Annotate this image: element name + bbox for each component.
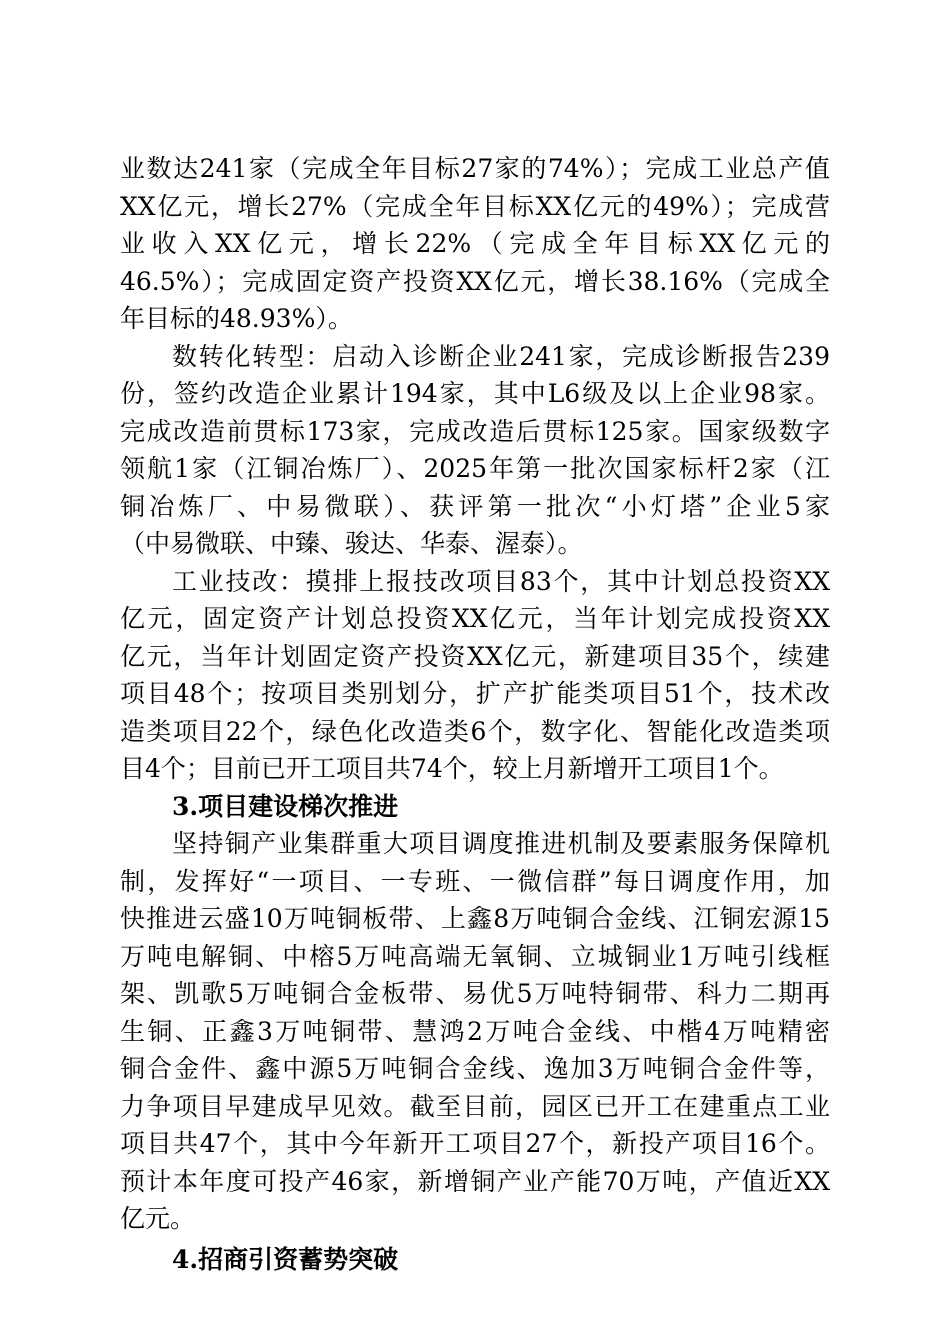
document-body	[120, 150, 830, 1278]
text-line: 铜冶炼厂、中易微联）、获评第一批次“小灯塔”企业5家	[120, 491, 830, 521]
text-line: 万吨电解铜、中榕5万吨高端无氧铜、立城铜业1万吨引线框	[120, 941, 830, 971]
text-line: 亿元，固定资产计划总投资XX亿元，当年计划完成投资XX	[120, 604, 830, 633]
text-line: 完成改造前贯标173家，完成改造后贯标125家。国家级数字	[120, 416, 830, 446]
text-line: 项目共47个，其中今年新开工项目27个，新投产项目16个。	[120, 1129, 830, 1158]
text-line: 亿元。	[120, 1204, 196, 1233]
paragraph-industry-output	[120, 150, 830, 338]
text-line: 业数达241家（完成全年目标27家的74%）；完成工业总产值	[120, 154, 830, 183]
text-line: 预计本年度可投产46家，新增铜产业产能70万吨，产值近XX	[120, 1166, 830, 1196]
text-line: 力争项目早建成早见效。截至目前，园区已开工在建重点工业	[120, 1091, 830, 1121]
paragraph-technical-upgrade	[120, 563, 830, 788]
text-line: 份，签约改造企业累计194家，其中L6级及以上企业98家。	[120, 379, 830, 408]
text-line: 工业技改：摸排上报技改项目83个，其中计划总投资XX	[172, 566, 830, 596]
text-line: 铜合金件、鑫中源5万吨铜合金线、逸加3万吨铜合金件等，	[120, 1054, 830, 1083]
text-line: 快推进云盛10万吨铜板带、上鑫8万吨铜合金线、江铜宏源15	[120, 904, 830, 933]
text-line: 架、凯歌5万吨铜合金板带、易优5万吨特铜带、科力二期再	[120, 979, 830, 1008]
text-line: XX亿元，增长27%（完成全年目标XX亿元的49%）；完成营	[120, 191, 830, 221]
text-line: （中易微联、中臻、骏达、华泰、渥泰）。	[120, 529, 583, 558]
text-line: 领航1家（江铜冶炼厂）、2025年第一批次国家标杆2家（江	[120, 454, 830, 483]
paragraph-digital-transformation	[120, 338, 830, 563]
text-line: 业收入XX亿元，增长22%（完成全年目标XX亿元的	[120, 229, 830, 258]
text-line: 生铜、正鑫3万吨铜带、慧鸿2万吨合金线、中楷4万吨精密	[120, 1016, 830, 1046]
text-line: 数转化转型：启动入诊断企业241家，完成诊断报告239	[172, 341, 830, 371]
section-heading-project-construction: 3.项目建设梯次推进	[172, 791, 399, 821]
text-line: 项目48个；按项目类别划分，扩产扩能类项目51个，技术改	[120, 679, 830, 708]
text-line: 目4个；目前已开工项目共74个，较上月新增开工项目1个。	[120, 754, 784, 783]
section-heading-investment-attraction: 4.招商引资蓄势突破	[172, 1244, 399, 1274]
text-line: 制，发挥好“一项目、一专班、一微信群”每日调度作用，加	[120, 866, 830, 896]
text-line: 46.5%）；完成固定资产投资XX亿元，增长38.16%（完成全	[120, 266, 830, 296]
text-line: 年目标的48.93%）。	[120, 304, 353, 333]
text-line: 亿元，当年计划固定资产投资XX亿元，新建项目35个，续建	[120, 641, 830, 671]
paragraph-project-construction	[120, 825, 830, 1238]
text-line: 坚持铜产业集群重大项目调度推进机制及要素服务保障机	[172, 829, 830, 858]
text-line: 造类项目22个，绿色化改造类6个，数字化、智能化改造类项	[120, 716, 830, 746]
